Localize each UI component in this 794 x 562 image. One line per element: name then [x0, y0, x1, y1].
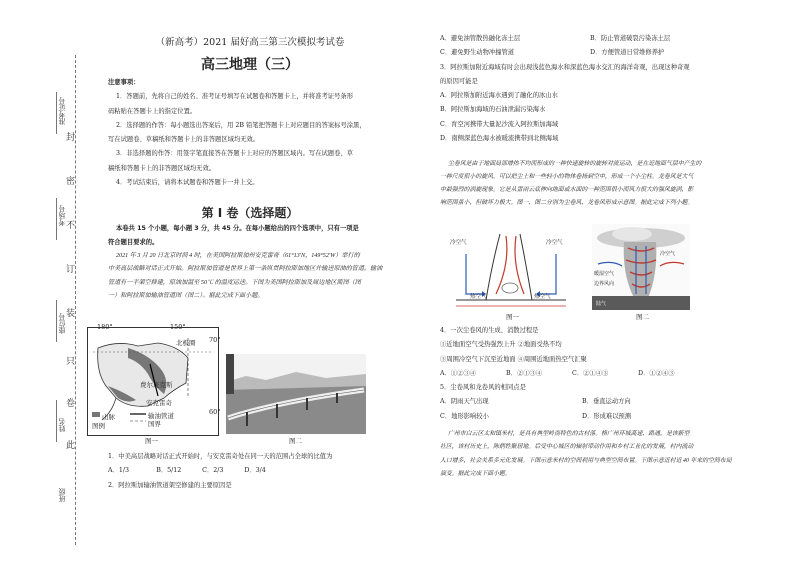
- dust-devil-caption: 图一: [506, 313, 519, 321]
- q1-block: [108, 450, 332, 493]
- q5-option-a[interactable]: A．阴雨天气出现: [440, 398, 489, 406]
- q5-option-c[interactable]: C．地形影响较小: [440, 412, 489, 420]
- seat-label: 座位号: [58, 313, 66, 334]
- part1-intro: [108, 222, 359, 251]
- notes-block: [108, 76, 366, 190]
- q4-option-c[interactable]: C．②①④③: [572, 369, 609, 377]
- q1-option-b[interactable]: B．5/12: [156, 467, 182, 475]
- q4-statement: ③周围冷空气下沉至近地面 ④周围近地面热空气汇聚: [440, 355, 587, 363]
- q4-statement: ①近地面空气受热强烈上升 ②地面受热不均: [440, 341, 562, 349]
- passage-line: 人口增多，社会关系多元化发展。下图示意米村的空间利用与典型空间布置。下图示意近村近 40 年来的空间布局: [440, 457, 732, 464]
- q1-stem: 1．中美高层战略对话正式开始时，与安克雷奇处在同一天的范围占全球的比值为: [108, 453, 333, 460]
- seal-word: 此: [66, 441, 76, 451]
- dust-devil-diagram: [446, 224, 576, 310]
- q4-option-b[interactable]: B．②①③④: [506, 369, 543, 377]
- q2-option-c[interactable]: C．避免野生动物冲撞管道: [440, 49, 515, 57]
- map-label-anchorage: 安克雷奇: [146, 399, 172, 407]
- photo-caption: 图二: [289, 437, 302, 445]
- seal-word: 封: [66, 133, 76, 143]
- q1-option-d[interactable]: D．3/4: [244, 467, 266, 475]
- tornado-label-boundary-wind: 边界风向: [594, 281, 615, 287]
- note-line: 码粘贴在答题卡上的指定位置。: [108, 107, 197, 115]
- q4-q5-block: [440, 324, 675, 424]
- pipeline-photo-svg: [226, 354, 366, 434]
- seal-word: 不: [66, 221, 76, 231]
- name-label: 姓名: [58, 418, 66, 432]
- passage-line: 尘卷风是由于地面局部增热不均而形成的一种快速旋转的旋转对流运动，是在近地面气层中产生的: [448, 161, 702, 167]
- note-line: 2．选择题的作答：每小题选出答案后，用 2B 铅笔把答题卡上对应题目的答案标号涂黑，: [116, 121, 366, 129]
- dust-devil-svg: [446, 224, 576, 310]
- tornado-label-cold-air: 冷空气: [660, 251, 676, 257]
- tornado-label-warm-moist-air: 暖湿空气: [594, 271, 615, 277]
- seal-dashed-line: [75, 55, 76, 545]
- part1-heading: 第 Ⅰ 卷（选择题）: [201, 206, 299, 220]
- seal-word: 装: [66, 309, 76, 319]
- map-legend-pipeline: 输油管道: [148, 412, 174, 420]
- q5-option-d[interactable]: D．形成难以预测: [582, 412, 632, 420]
- passage-line: 一）和阿拉斯加输油管道图（图二）。据此完成下面小题。: [108, 293, 264, 300]
- passage-line: 一种尺度很小的旋风。可以把尘土和一些轻小的物体卷扬到空中，形成一个小尘柱。龙卷风是大气: [440, 174, 694, 180]
- q4-option-d[interactable]: D．①②④③: [638, 369, 675, 377]
- map-label-70: 70°: [209, 336, 221, 344]
- passage-2: [440, 158, 701, 210]
- seal-word: 卷: [66, 399, 76, 409]
- q2-option-d[interactable]: D．方便管道日常维修养护: [590, 49, 665, 57]
- passage-line: 社区，该村历史上，陈炳姓聚居地。后受中心城区的辐射带动作用和乡村工业化的发展，村内流动: [440, 444, 694, 451]
- q3-option-d[interactable]: D．南侧深蓝色海水被暖流携带到北侧海域: [440, 135, 559, 143]
- tornado-label-land: 陆气: [596, 301, 607, 307]
- map-label-fairbanks: 费尔班克斯: [140, 381, 173, 389]
- class-label: 班级: [58, 488, 66, 502]
- note-line: 1．答题前，先将自己的姓名、准考证号填写在试题卷和答题卡上，并将准考证号条形: [116, 93, 353, 101]
- part1-intro-line: 本卷共 15 个小题，每小题 3 分，共 45 分。在每小题给出的四个选项中，只有一项是: [116, 225, 359, 232]
- binding-strip: [0, 0, 95, 562]
- q3-option-c[interactable]: C．育空河携带大量泥沙流入阿拉斯加海域: [440, 120, 559, 128]
- q3-stem-line: 3．阿拉斯加附近海域有时会出现浅蓝色海水和深蓝色海水交汇的海洋奇观，出现这种奇观: [440, 63, 690, 71]
- dd-label-cold-air-left: 冷空气: [450, 240, 467, 246]
- note-line: 3．非选择题的作答：用签字笔直接答在答题卡上对应的答题区域内。写在试题卷、草: [116, 150, 353, 158]
- q5-option-b[interactable]: B．垂直运动方向: [582, 398, 631, 406]
- q2-stem: 2．阿拉斯加输油管道架空修建的主要原因是: [108, 481, 232, 489]
- subject-title: 高三地理（三）: [201, 57, 299, 73]
- map-label-60: 60°: [209, 408, 221, 416]
- q2-options: [440, 32, 690, 146]
- q2-option-a[interactable]: A．避免油管散热融化冻土层: [440, 35, 521, 42]
- passage-line: 响范围虽小，但破坏力极大。图一、图二分别为尘卷风、龙卷风形成示意图。据此完成下列小题。: [440, 200, 694, 206]
- passage-line: 中最强烈的涡旋现象。它是从雷雨云底伸向地面或水面的一种范围很小而风力很大的强风旋涡，影: [440, 187, 694, 193]
- exam-id-label: 准考证号: [58, 97, 66, 125]
- tornado-diagram: [592, 224, 690, 310]
- dd-label-warm-air-right: 热空气: [534, 294, 551, 300]
- alaska-map: [87, 323, 221, 436]
- tornado-caption: 图二: [636, 313, 649, 321]
- tornado-svg: [592, 224, 690, 310]
- passage-line: 管道有一半架空修建，原油加温至 50℃ 的温度运送。下图为美国阿拉斯加及周边地区简图（图: [108, 279, 361, 286]
- passage-line: 中美高层战略对话正式开始。阿拉斯加管道是世界上第一条纵贯阿拉斯加地区并输送原油的管道。输油: [108, 266, 383, 273]
- seal-word: 只: [66, 357, 76, 367]
- seal-word: 密: [66, 177, 76, 187]
- map-legend-mountain: 山脉: [102, 413, 115, 421]
- passage-3: [440, 428, 732, 482]
- seal-word: 订: [66, 265, 76, 275]
- map-label-arctic-circle: 北极圈: [176, 339, 196, 347]
- note-line: 稿纸和答题卡上的非答题区域均无效。: [108, 164, 216, 172]
- q1-option-c[interactable]: C．2/3: [202, 467, 224, 475]
- q4-stem: 4．一次尘卷风的生成、消散过程是: [440, 327, 539, 334]
- room-label: 考场号: [58, 205, 66, 226]
- map-legend-title: 图例: [92, 422, 105, 430]
- passage-line: 广州市白云区太和镇米村，是具有典型岭南特色的古村落。格广州环城高速、路通，是该新型: [448, 431, 690, 437]
- dd-label-cold-air-right: 冷空气: [546, 240, 563, 246]
- map-label-180: 180°: [97, 323, 113, 331]
- q2-option-b[interactable]: B．防止管道破裂污染冻土层: [590, 35, 671, 42]
- map-legend-border: 国界: [148, 420, 161, 428]
- map-label-150: 150°: [170, 323, 186, 331]
- passage-line: 2021 年 3 月 20 日北京时间 4 时，在美国阿拉斯加州安克雷奇（61°13′N，149°52′W）举行的: [116, 253, 360, 259]
- q1-option-a[interactable]: A．1/3: [108, 467, 129, 475]
- q1-options: [108, 464, 332, 478]
- passage-1: [108, 250, 382, 304]
- q5-stem: 5．尘卷风和龙卷风的相同点是: [440, 384, 526, 392]
- note-line: 写在试题卷、草稿纸和答题卡上的非答题区域均无效。: [108, 136, 260, 144]
- notes-heading: 注意事项：: [108, 79, 140, 86]
- note-line: 4．考试结束后，请将本试题卷和答题卡一并上交。: [116, 179, 259, 187]
- pipeline-photo: [226, 354, 366, 434]
- q3-option-a[interactable]: A．阿拉斯加附近海水遇到了融化的冰山水: [440, 92, 558, 100]
- exam-title: （新高考）2021 届好高三第三次模拟考试卷: [155, 37, 345, 48]
- q3-stem-line: 的原因可能是: [440, 77, 478, 85]
- map-caption: 图一: [145, 437, 158, 445]
- part1-intro-line: 符合题目要求的。: [108, 239, 159, 247]
- q4-option-a[interactable]: A．①②③④: [440, 369, 477, 377]
- q3-option-b[interactable]: B．阿拉斯加海域的石油泄漏污染海水: [440, 106, 546, 114]
- dd-label-warm-air-left: 热空气: [470, 294, 487, 300]
- passage-line: 演变。据此完成下面小题。: [440, 471, 511, 478]
